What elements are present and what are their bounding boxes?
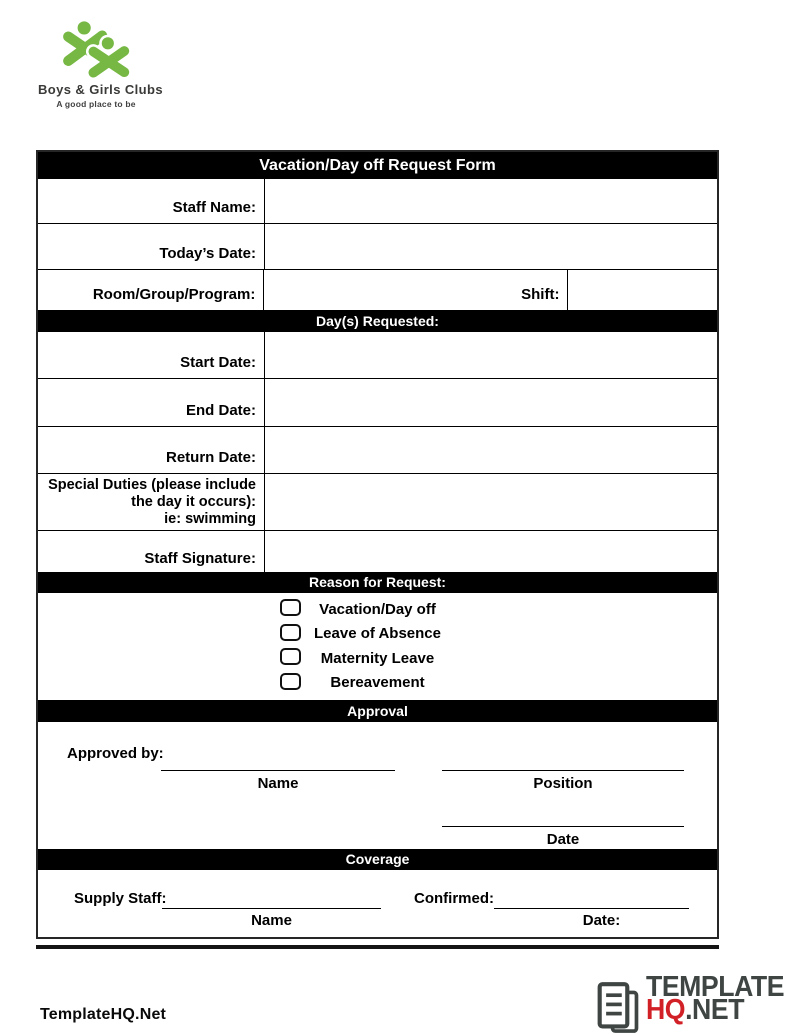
reason-row-bereavement — [38, 671, 717, 696]
shift-input-cell[interactable] — [567, 270, 717, 310]
todays-date-input-cell[interactable] — [265, 224, 717, 269]
logo-line2 — [646, 994, 784, 1026]
reason-label-vacation: Vacation/Day off — [319, 600, 436, 618]
return-date-input-cell[interactable] — [265, 427, 717, 473]
logo-line1: TEMPLATE — [646, 971, 785, 1003]
return-date-row — [38, 427, 717, 474]
reason-row-vacation — [38, 597, 717, 622]
special-duties-row — [38, 474, 717, 531]
shift-label: Shift: — [521, 286, 560, 303]
reason-label-maternity-leave: Maternity Leave — [320, 649, 435, 667]
approval-position-caption: Position — [533, 775, 593, 792]
request-form-table — [36, 150, 719, 939]
special-duties-line2: the day it occurs): — [131, 493, 256, 510]
approved-by-label: Approved by: — [67, 745, 164, 762]
approved-by-position-line[interactable] — [442, 770, 684, 771]
start-date-input-cell[interactable] — [265, 332, 717, 378]
brand-name: Boys & Girls Clubs — [38, 82, 163, 97]
room-group-program-row — [38, 270, 717, 310]
approval-date-line[interactable] — [442, 826, 684, 827]
checkbox-bereavement[interactable] — [280, 673, 301, 690]
reason-label-leave-of-absence: Leave of Absence — [314, 625, 441, 643]
watermark-text: TemplateHQ.Net — [40, 1006, 167, 1023]
approved-by-name-line[interactable] — [161, 770, 395, 771]
bottom-divider-rule — [36, 945, 719, 949]
supply-staff-label: Supply Staff: — [74, 890, 167, 907]
approval-section — [38, 722, 717, 849]
logo-net: .NET — [685, 994, 745, 1026]
coverage-date-caption: Date: — [582, 912, 621, 929]
templatehq-logo-text — [646, 971, 785, 1026]
reason-row-maternity-leave — [38, 646, 717, 671]
confirmed-line[interactable] — [494, 908, 689, 909]
end-date-input-cell[interactable] — [265, 379, 717, 426]
checkbox-maternity-leave[interactable] — [280, 648, 301, 665]
coverage-bar: Coverage — [38, 849, 717, 870]
end-date-label: End Date: — [38, 379, 265, 426]
brand-tagline: A good place to be — [56, 99, 136, 109]
days-requested-bar: Day(s) Requested: — [38, 310, 717, 332]
room-group-program-label: Room/Group/Program: — [38, 270, 264, 310]
supply-staff-name-line[interactable] — [162, 908, 381, 909]
approval-date-caption: Date — [546, 831, 580, 848]
todays-date-row — [38, 224, 717, 270]
staff-name-input-cell[interactable] — [265, 179, 717, 223]
staff-signature-input-cell[interactable] — [265, 531, 717, 572]
staff-name-label: Staff Name: — [38, 179, 265, 223]
special-duties-line1: Special Duties (please include — [48, 476, 256, 493]
coverage-section — [38, 870, 717, 937]
reason-row-leave-of-absence — [38, 622, 717, 647]
start-date-label: Start Date: — [38, 332, 265, 378]
special-duties-input-cell[interactable] — [265, 474, 717, 530]
return-date-label: Return Date: — [38, 427, 265, 473]
staff-signature-row — [38, 531, 717, 572]
checkbox-vacation-day-off[interactable] — [280, 599, 301, 616]
reason-for-request-bar: Reason for Request: — [38, 572, 717, 593]
form-title-bar: Vacation/Day off Request Form — [38, 152, 717, 179]
brand-block — [38, 20, 163, 109]
end-date-row — [38, 379, 717, 427]
coverage-name-caption: Name — [251, 912, 292, 929]
reason-options-section — [38, 593, 717, 700]
start-date-row — [38, 332, 717, 379]
staff-name-row — [38, 179, 717, 224]
document-icon — [596, 981, 642, 1035]
logo-hq: HQ — [646, 994, 686, 1026]
special-duties-line3: ie: swimming — [164, 510, 256, 527]
todays-date-label: Today’s Date: — [38, 224, 265, 269]
approval-name-caption: Name — [257, 775, 299, 792]
approval-bar: Approval — [38, 700, 717, 722]
templatehq-logo — [596, 971, 796, 1035]
boys-girls-clubs-icon — [60, 20, 132, 78]
reason-label-bereavement: Bereavement — [330, 674, 425, 692]
confirmed-label: Confirmed: — [414, 890, 494, 907]
checkbox-leave-of-absence[interactable] — [280, 624, 301, 641]
staff-signature-label: Staff Signature: — [38, 531, 265, 572]
special-duties-label — [38, 474, 265, 530]
